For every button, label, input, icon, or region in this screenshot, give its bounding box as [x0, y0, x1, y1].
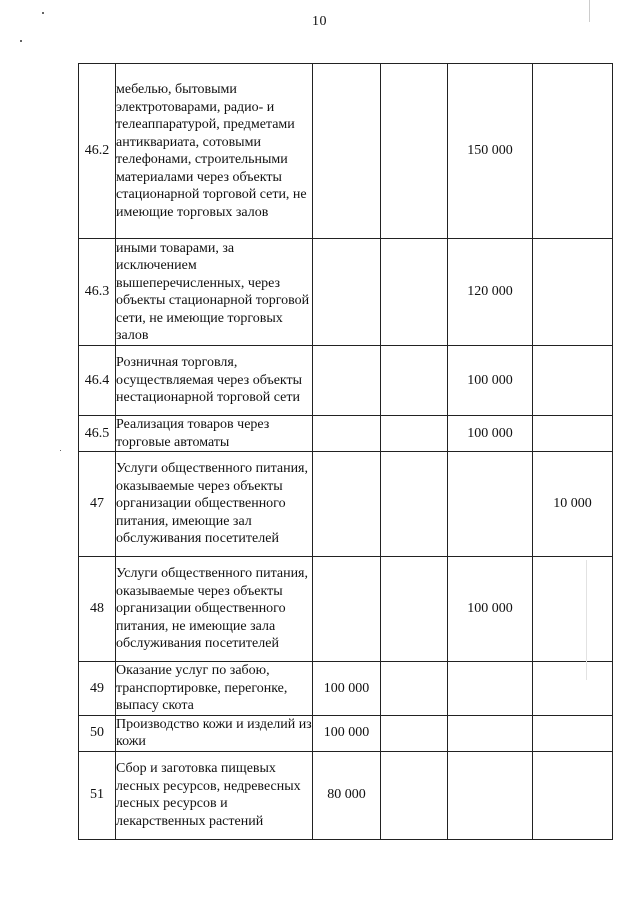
value-cell: [381, 452, 448, 557]
value-cell: [381, 416, 448, 452]
row-number: 46.5: [79, 416, 116, 452]
value-cell: [448, 662, 533, 716]
value-cell: [381, 662, 448, 716]
value-cell: [533, 416, 613, 452]
table-row: [79, 452, 613, 557]
value-cell: [381, 346, 448, 416]
scan-speck: [20, 40, 22, 42]
value-cell: [533, 662, 613, 716]
table-row: [79, 662, 613, 716]
table-row: [79, 346, 613, 416]
row-description: мебелью, бытовыми электротоварами, радио- и телеаппаратурой, предметами антиквариата, сотовыми телефонами, строительными материалами через объекты стационарной торговой сети, не имеющие торговых залов: [116, 64, 313, 239]
table-row: [79, 239, 613, 346]
value-cell: 150 000: [448, 64, 533, 239]
value-cell: 120 000: [448, 239, 533, 346]
value-cell: [533, 715, 613, 751]
row-number: 46.3: [79, 239, 116, 346]
table-row: [79, 751, 613, 839]
row-description: Реализация товаров через торговые автоматы: [116, 416, 313, 452]
value-cell: [313, 557, 381, 662]
table-row: [79, 416, 613, 452]
value-cell: [448, 751, 533, 839]
row-description: Услуги общественного питания, оказываемые через объекты организации общественного питания, не имеющие зала обслуживания посетителей: [116, 557, 313, 662]
table-row: [79, 64, 613, 239]
scan-edge-line: [586, 560, 587, 680]
row-description: Оказание услуг по забою, транспортировке, перегонке, выпасу скота: [116, 662, 313, 716]
row-description: Розничная торговля, осуществляемая через объекты нестационарной торговой сети: [116, 346, 313, 416]
value-cell: [381, 715, 448, 751]
value-cell: [533, 557, 613, 662]
value-cell: [313, 416, 381, 452]
value-cell: [533, 239, 613, 346]
value-cell: 80 000: [313, 751, 381, 839]
row-number: 49: [79, 662, 116, 716]
row-number: 51: [79, 751, 116, 839]
tax-rate-table: [78, 63, 613, 840]
value-cell: [313, 346, 381, 416]
value-cell: 100 000: [313, 715, 381, 751]
value-cell: [533, 64, 613, 239]
scan-edge-line: [589, 0, 590, 22]
value-cell: 100 000: [313, 662, 381, 716]
value-cell: [448, 452, 533, 557]
table-row: [79, 715, 613, 751]
scan-speck: [42, 12, 44, 14]
row-number: 50: [79, 715, 116, 751]
page-number: 10: [312, 14, 327, 29]
value-cell: [448, 715, 533, 751]
row-number: 46.2: [79, 64, 116, 239]
value-cell: 10 000: [533, 452, 613, 557]
value-cell: [381, 239, 448, 346]
row-number: 46.4: [79, 346, 116, 416]
value-cell: [313, 64, 381, 239]
scan-speck: [60, 450, 61, 451]
row-number: 48: [79, 557, 116, 662]
value-cell: [381, 557, 448, 662]
row-description: Производство кожи и изделий из кожи: [116, 716, 312, 749]
row-description: Сбор и заготовка пищевых лесных ресурсов, недревесных лесных ресурсов и лекарственных растений: [116, 751, 313, 839]
value-cell: [381, 64, 448, 239]
value-cell: [313, 239, 381, 346]
value-cell: [381, 751, 448, 839]
value-cell: [313, 452, 381, 557]
row-description: Услуги общественного питания, оказываемые через объекты организации общественного питания, имеющие зал обслуживания посетителей: [116, 452, 313, 557]
value-cell: [533, 751, 613, 839]
table-row: [79, 557, 613, 662]
value-cell: [533, 346, 613, 416]
row-number: 47: [79, 452, 116, 557]
value-cell: 100 000: [448, 346, 533, 416]
value-cell: 100 000: [448, 416, 533, 452]
table-body: [79, 64, 613, 840]
row-description: иными товарами, за исключением вышеперечисленных, через объекты стационарной торговой сети, не имеющие торговых залов: [116, 239, 313, 346]
value-cell: 100 000: [448, 557, 533, 662]
